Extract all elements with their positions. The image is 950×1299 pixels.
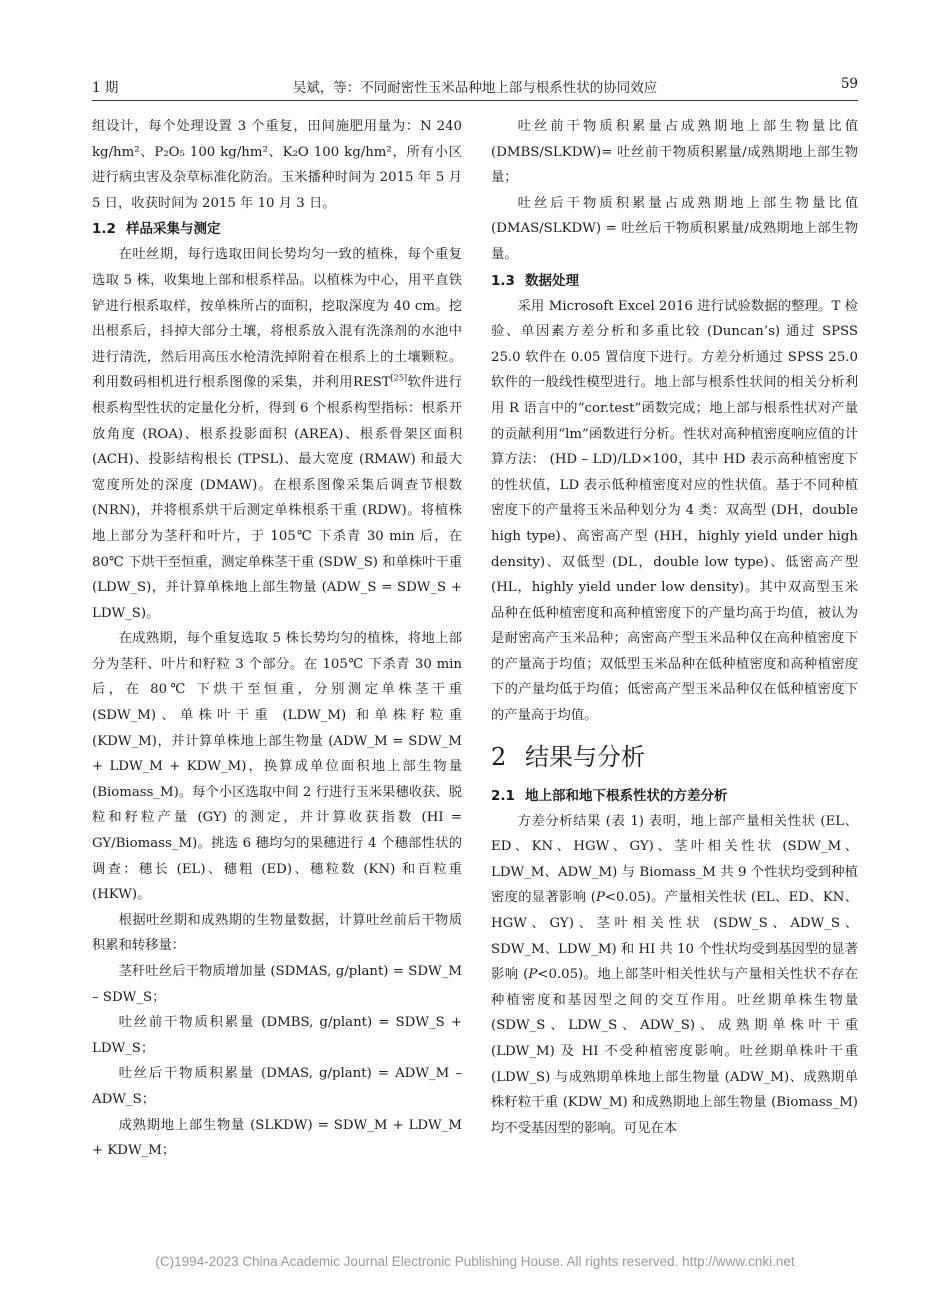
running-header — [92, 76, 858, 100]
paragraph: 根据吐丝期和成熟期的生物量数据，计算吐丝前后干物质积累和转移量： — [92, 912, 462, 954]
section-heading-1-2 — [92, 216, 462, 242]
copyright-footer: (C)1994-2023 China Academic Journal Electronic Publishing House. All rights reserved. http://www.cnki.net — [155, 1254, 795, 1269]
section-title: 样品采集与测定 — [126, 221, 221, 238]
section-number: 1.3 — [491, 272, 515, 289]
p-symbol: P — [528, 967, 538, 983]
paragraph: 组设计，每个处理设置 3 个重复，田间施肥用量为：N 240 kg/hm²、P₂O₅ 100 kg/hm²、K₂O 100 kg/hm²，所有小区进行病虫害及杂草标准化防治。玉米播种时间为 2015 年 5 月 5 日，收获时间为 2015 年 10 月 3 日。 — [92, 119, 462, 211]
formula-line: 吐丝后干物质积累量 (DMAS, g/plant) = ADW_M – ADW_S； — [92, 1066, 462, 1107]
header-rule — [92, 100, 858, 101]
formula-line: 茎秆吐丝后干物质增加量 (SDMAS, g/plant) = SDW_M – SDW_S； — [92, 964, 462, 1005]
paragraph-text: 在吐丝期，每行选取田间长势均匀一致的植株，每个重复选取 5 株，收集地上部和根系样品。以植株为中心，用平直铁铲进行根系取样，按单株所占的面积，挖取深度为 40 cm。挖出根系后，抖掉大部分土壤，将根系放入混有洗涤剂的水池中进行清洗，然后用高压水枪清洗掉附着在根系上的土壤颗粒。利用数码相机进行根系图像的采集，并利用 — [92, 247, 462, 391]
chapter-number: 2 — [491, 742, 507, 771]
left-column — [92, 114, 462, 1164]
p-symbol: P — [595, 890, 605, 906]
section-title: 地上部和地下根系性状的方差分析 — [525, 787, 728, 804]
section-number: 1.2 — [92, 221, 116, 238]
paragraph: 采用 Microsoft Excel 2016 进行试验数据的整理。T 检验、单因素方差分析和多重比较 (Duncan’s) 通过 SPSS 25.0 软件在 0.05 置信度下进行。方差分析通过 SPSS 25.0 软件的一般线性模型进行。地上部与根系性状间的相关分析利用 R 语言中的“cor.test”函数完成；地上部与根系性状对产量的贡献利用“lm”函数进行分析。性状对高种植密度响应值的计算方法： (HD – LD)/LD×100，其中 HD 表示高种植密度下的性状值，LD 表示低种植密度对应的性状值。基于不同种植密度下的产量将玉米品种划分为 4 类：双高型 (DH，double high type)、高密高产型 (HH，highly yield under high density)、双低型 (DL，double low type)、低密高产型 (HL，highly yield under low density)。其中双高型玉米品种在低种植密度和高种植密度下的产量均高于均值，被认为是耐密高产玉米品种；高密高产型玉米品种仅在高种植密度下的产量高于均值；双低型玉米品种在低种植密度和高种植密度下的产量均低于均值；低密高产型玉米品种仅在低种植密度下的产量高于均值。 — [491, 298, 858, 724]
page-number: 59 — [840, 76, 858, 92]
section-title: 数据处理 — [525, 272, 579, 289]
section-heading-1-3 — [491, 268, 858, 294]
formula-line: 吐丝前干物质积累量占成熟期地上部生物量比值 (DMBS/SLKDW)= 吐丝前干物质积累量/成熟期地上部生物量； — [491, 119, 858, 186]
chapter-title: 结果与分析 — [525, 742, 645, 771]
citation: [25] — [390, 373, 408, 383]
paragraph-text: 方差分析结果 (表 1) 表明，地上部产量相关性状 (EL、ED、KN、HGW、GY)、茎叶相关性状 (SDW_M、LDW_M、ADW_M) 与 Biomass_M 共 9 个性状均受到种植密度的显著影响 ( — [491, 813, 858, 906]
paragraph — [92, 242, 462, 626]
running-title: 吴斌，等：不同耐密性玉米品种地上部与根系性状的协同效应 — [292, 80, 658, 96]
issue-number: 1 期 — [92, 80, 119, 96]
paragraph-text: <0.05)。产量相关性状 (EL、ED、KN、HGW、GY)、茎叶相关性状 (SDW_S、ADW_S、SDW_M、LDW_M) 和 HI 共 10 个性状均受到基因型的显著影响 ( — [491, 890, 858, 983]
paragraph: 在成熟期，每个重复选取 5 株长势均匀的植株，将地上部分为茎秆、叶片和籽粒 3 个部分。在 105℃ 下杀青 30 min 后，在 80℃ 下烘干至恒重，分别测定单株茎干重 (SDW_M)、单株叶干重 (LDW_M) 和单株籽粒重 (KDW_M)，并计算单株地上部生物量 (ADW_M = SDW_M + LDW_M + KDW_M)，换算成单位面积地上部生物量 (Biomass_M)。每个小区选取中间 2 行进行玉米果穗收获、脱粒和籽粒产量 (GY) 的测定，并计算收获指数 (HI = GY/Biomass_M)。挑选 6 穗均匀的果穗进行 4 个穗部性状的调查：穗长 (EL)、穗粗 (ED)、穗粒数 (KN) 和百粒重 (HKW)。 — [92, 631, 462, 903]
right-column — [491, 114, 858, 1141]
paragraph — [491, 809, 858, 1142]
formula-line: 吐丝前干物质积累量 (DMBS, g/plant) = SDW_S + LDW_S； — [92, 1015, 462, 1056]
formula-line: 成熟期地上部生物量 (SLKDW) = SDW_M + LDW_M + KDW_M； — [92, 1117, 462, 1159]
software-name: REST — [352, 375, 391, 391]
paragraph-text: 软件进行根系构型性状的定量化分析，得到 6 个根系构型指标：根系开放角度 (ROA)、根系投影面积 (AREA)、根系骨架区面积 (ACH)、投影结构根长 (TPSL)、最大宽度 (RMAW) 和最大宽度所处的深度 (DMAW)。在根系图像采集后调查节根数 (NRN)，并将根系烘干后测定单株根系干重 (RDW)。将植株地上部分为茎秆和叶片，于 105℃ 下杀青 30 min 后，在 80℃ 下烘干至恒重，测定单株茎干重 (SDW_S) 和单株叶干重 (LDW_S)，并计算单株地上部生物量 (ADW_S = SDW_S + LDW_S)。 — [92, 375, 463, 621]
section-number: 2.1 — [491, 787, 515, 804]
section-heading-2-1 — [491, 783, 858, 809]
chapter-heading-2 — [491, 729, 858, 783]
formula-line: 吐丝后干物质积累量占成熟期地上部生物量比值 (DMAS/SLKDW) = 吐丝后干物质积累量/成熟期地上部生物量。 — [491, 195, 858, 262]
paragraph-text: <0.05)。地上部茎叶相关性状与产量相关性状不存在种植密度和基因型之间的交互作用。吐丝期单株生物量 (SDW_S、LDW_S、ADW_S)、成熟期单株叶干重 (LDW_M) 及 HI 不受种植密度影响。吐丝期单株叶干重 (LDW_S) 与成熟期单株地上部生物量 (ADW_M)、成熟期单株籽粒干重 (KDW_M) 和成熟期地上部生物量 (Biomass_M) 均不受基因型的影响。可见在本 — [491, 967, 859, 1136]
